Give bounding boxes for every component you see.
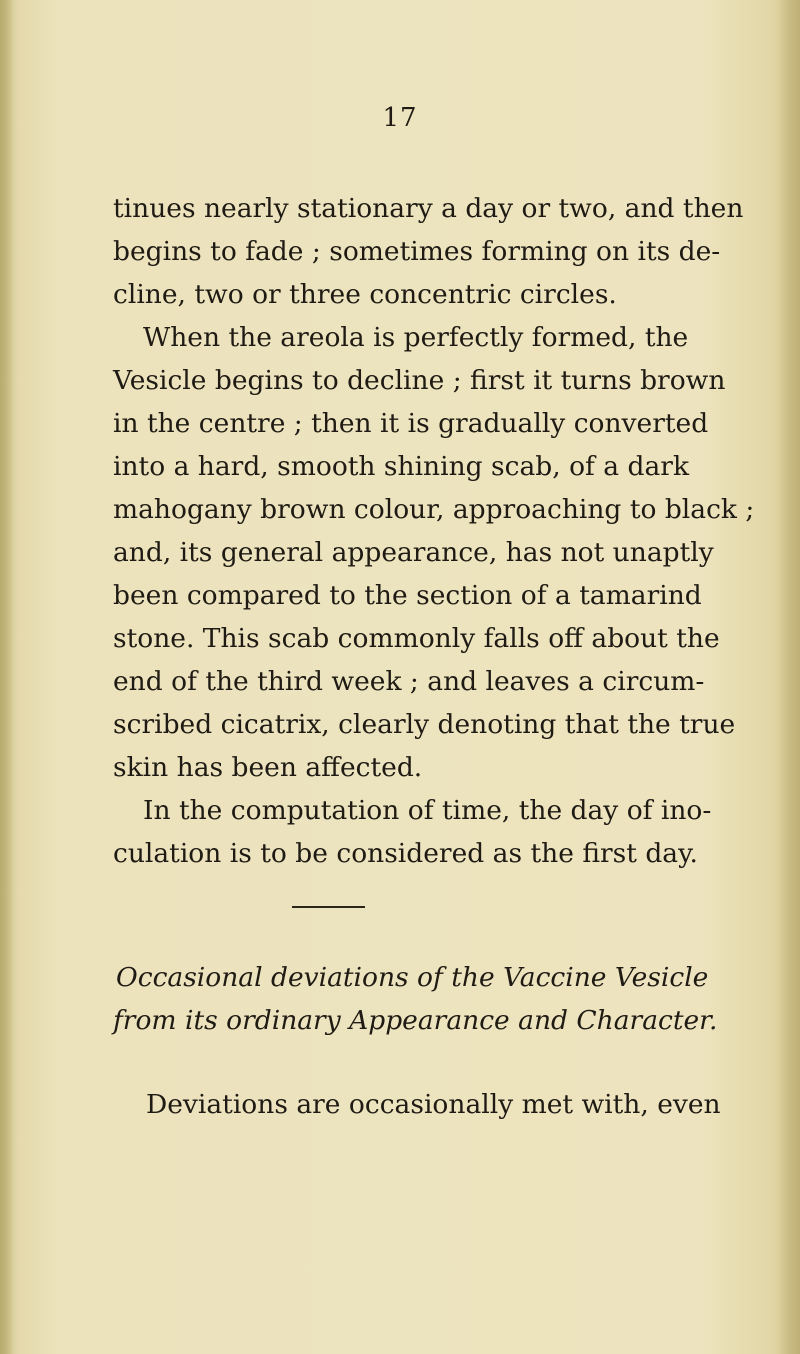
text-line: When the areola is perfectly formed, the	[143, 322, 689, 353]
text-line: scribed cicatrix, clearly denoting that the true	[113, 709, 736, 740]
text-line: In the computation of time, the day of ino-	[143, 795, 712, 826]
text-line: Vesicle begins to decline ; first it turns brown	[113, 365, 726, 396]
text-line: tinues nearly stationary a day or two, and then	[113, 193, 744, 224]
text-line: and, its general appearance, has not unaptly	[113, 537, 714, 568]
section-divider	[292, 906, 365, 908]
text-line: culation is to be considered as the first day.	[113, 838, 698, 869]
section-heading-line: Occasional deviations of the Vaccine Vesicle	[116, 962, 709, 993]
text-line: skin has been affected.	[113, 752, 423, 783]
page-number: 17	[382, 103, 418, 133]
text-line: into a hard, smooth shining scab, of a dark	[113, 451, 689, 482]
text-line: cline, two or three concentric circles.	[113, 279, 617, 310]
page-left-edge-shadow	[0, 0, 14, 1354]
text-line: stone. This scab commonly falls off about the	[113, 623, 720, 654]
text-line: end of the third week ; and leaves a circum-	[113, 666, 705, 697]
text-line: mahogany brown colour, approaching to black ;	[113, 494, 755, 525]
text-line: been compared to the section of a tamarind	[113, 580, 702, 611]
section-heading-line: from its ordinary Appearance and Character.	[113, 1005, 718, 1036]
text-line: begins to fade ; sometimes forming on its de-	[113, 236, 721, 267]
text-line: Deviations are occasionally met with, even	[146, 1089, 721, 1120]
text-line: in the centre ; then it is gradually converted	[113, 408, 709, 439]
page-right-edge-shadow	[778, 0, 800, 1354]
